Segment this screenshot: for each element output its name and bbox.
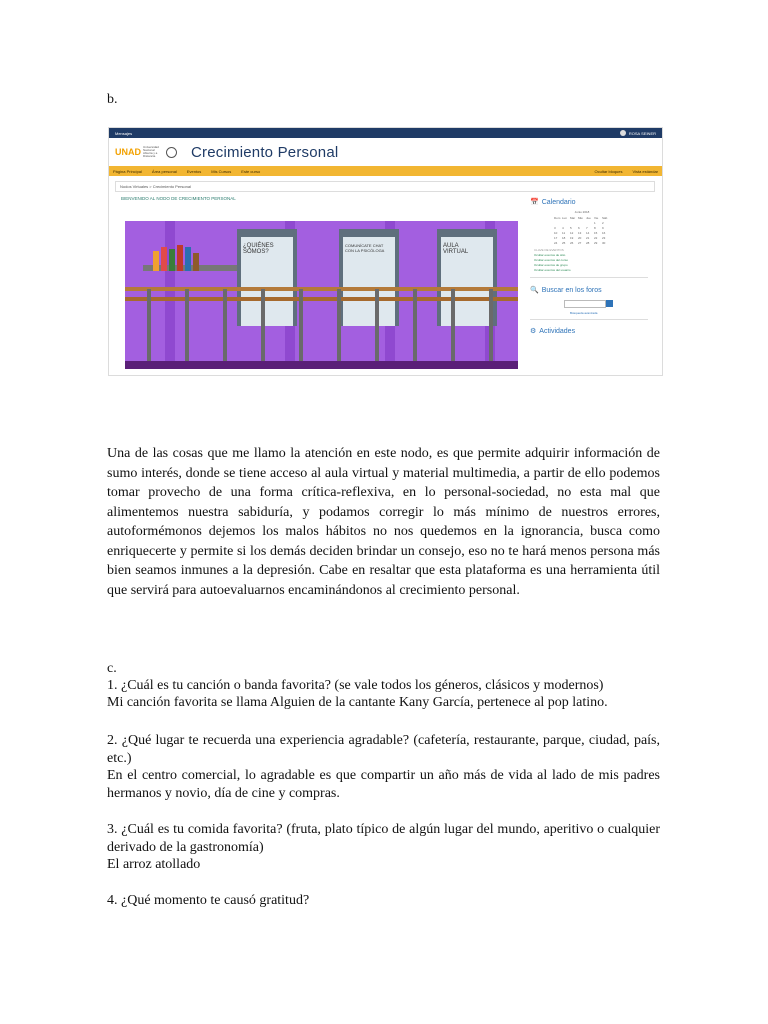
forum-search-block [530, 278, 648, 320]
rail-post [299, 289, 303, 369]
rail-post [261, 289, 265, 369]
calendar-date: 28 [586, 241, 590, 245]
door-who-we-are [237, 229, 297, 326]
forum-search-button [606, 300, 613, 307]
answer-1: Mi canción favorita se llama Alguien de la cantante Kany García, pertenece al pop latino. [107, 695, 608, 710]
banner-floor [125, 361, 518, 369]
calendar-date: 27 [578, 241, 582, 245]
nav-hide-blocks: Ocultar bloques [594, 168, 623, 174]
rail-post [337, 289, 341, 369]
book-icon [193, 253, 199, 271]
rail-post [147, 289, 151, 369]
calendar-date: 17 [554, 236, 558, 240]
answer-2: En el centro comercial, lo agradable es que compartir un año más de vida al lado de mis padres hermanos y novio, día de cine y compras. [107, 768, 660, 801]
nav-item-home: Página Principal [113, 168, 142, 174]
calendar-day-header: Jue [586, 216, 591, 220]
calendar-date: 22 [594, 236, 598, 240]
section-b-label: b. [107, 92, 118, 107]
activities-title: Actividades [539, 327, 576, 335]
calendar-day-header: Mar [570, 216, 576, 220]
question-4: 4. ¿Qué momento te causó gratitud? [107, 893, 310, 908]
calendar-date: 29 [594, 241, 598, 245]
question-3: 3. ¿Cuál es tu comida favorita? (fruta, plato típico de algún lugar del mundo, aperitivo o cualquier derivado de la gastronomía) [107, 822, 660, 855]
rail-post [413, 289, 417, 369]
calendar-day-header: Vie [594, 216, 599, 220]
event-link: Ocultar eventos de sitio [534, 253, 566, 257]
calendar-date: 18 [562, 236, 566, 240]
welcome-text: BIENVENIDO AL NODO DE CRECIMIENTO PERSONAL [121, 196, 236, 201]
calendar-date: 20 [578, 236, 582, 240]
calendar-date: 26 [570, 241, 574, 245]
calendar-date: 7 [586, 226, 588, 230]
events-key: CLAVE DE EVENTOS [534, 248, 564, 252]
door-sign-who-we-are: ¿QUIÉNES SOMOS? [243, 243, 274, 255]
calendar-month: Junio 2018 [574, 210, 590, 214]
door-sign-chat: COMUNÍCATE CHAT CON LA PSICÓLOGA [345, 243, 385, 253]
rail-post [185, 289, 189, 369]
logo-text: UNAD [115, 147, 141, 157]
rail-post [223, 289, 227, 369]
calendar-date: 8 [594, 226, 596, 230]
screenshot-topbar [109, 128, 662, 138]
book-icon [185, 247, 191, 271]
door-chat [339, 229, 399, 326]
course-banner-illustration [125, 221, 518, 369]
calendar-date: 15 [594, 231, 598, 235]
topbar-user-name: ROSA SEINER [628, 130, 656, 136]
event-link: Ocultar eventos del curso [534, 258, 569, 262]
rail-post [489, 289, 493, 369]
question-1: 1. ¿Cuál es tu canción o banda favorita? (se vale todos los géneros, clásicos y modernos) [107, 678, 604, 693]
calendar-day-header: Lun [562, 216, 568, 220]
bookshelf [143, 265, 241, 271]
advanced-search-link: Búsqueda avanzada [570, 311, 598, 315]
calendar-date: 2 [602, 221, 604, 225]
calendar-date: 10 [554, 231, 558, 235]
banner-stripe [165, 221, 175, 369]
calendar-date: 14 [586, 231, 590, 235]
forum-search-title: Buscar en los foros [541, 286, 602, 294]
calendar-day-header: Mié [578, 216, 583, 220]
railing [125, 297, 518, 301]
calendar-date [570, 221, 578, 225]
event-link: Ocultar eventos del usuario [534, 268, 571, 272]
calendar-date: 11 [562, 231, 566, 235]
calendar-date: 6 [578, 226, 580, 230]
calendar-date [562, 221, 570, 225]
forum-search-input [564, 300, 606, 308]
book-icon [169, 249, 175, 271]
calendar-date: 12 [570, 231, 574, 235]
screenshot-header [109, 138, 662, 166]
book-icon [161, 247, 167, 271]
answer-3: El arroz atollado [107, 857, 201, 872]
calendar-date [578, 221, 586, 225]
calendar-date: 30 [602, 241, 606, 245]
nav-item-this-course: Este curso [241, 168, 261, 174]
calendar-date: 5 [570, 226, 572, 230]
topbar-messages: Mensajes [115, 130, 133, 136]
screenshot-sidebar [530, 196, 648, 339]
event-link: Ocultar eventos de grupo [534, 263, 568, 267]
calendar-date: 3 [554, 226, 556, 230]
rail-post [451, 289, 455, 369]
logo-subtext: Universidad Nacional Abierta y a Distancia [143, 145, 159, 158]
book-icon [177, 245, 183, 271]
calendar-date: 1 [594, 221, 596, 225]
site-title: Crecimiento Personal [191, 143, 339, 161]
calendar-day-header: Sáb [602, 216, 608, 220]
section-c-label: c. [107, 661, 117, 676]
calendar-date [586, 221, 594, 225]
puzzle-icon: ⚙ [530, 328, 537, 335]
nav-item-dashboard: Área personal [151, 168, 177, 174]
calendar-date: 25 [562, 241, 566, 245]
calendar-icon: 📅 [530, 199, 539, 206]
nav-item-courses: Mis Cursos [211, 168, 232, 174]
calendar-day-header: Dom [554, 216, 561, 220]
calendar-date: 19 [570, 236, 574, 240]
door-sign-virtual-classroom: AULA VIRTUAL [443, 243, 469, 255]
calendar-title: Calendario [541, 198, 576, 206]
unad-logo [115, 146, 177, 158]
calendar-date: 24 [554, 241, 558, 245]
calendar-date: 21 [586, 236, 590, 240]
embedded-screenshot [108, 127, 663, 376]
nav-standard-view: Vista estándar [632, 168, 658, 174]
question-2: 2. ¿Qué lugar te recuerda una experiencia agradable? (cafetería, restaurante, parque, ciudad, país, etc.) [107, 733, 660, 766]
calendar-date: 4 [562, 226, 564, 230]
rail-post [375, 289, 379, 369]
calendar-block [530, 196, 648, 278]
seal-icon [166, 147, 177, 158]
calendar-date: 23 [602, 236, 606, 240]
avatar [620, 130, 626, 136]
paragraph-b: Una de las cosas que me llamo la atención en este nodo, es que permite adquirir información de sumo interés, donde se tiene acceso al aula virtual y material multimedia, a partir de ello podemos tomar provecho de una forma crítica-reflexiva, en lo personal-sociedad, no esta mal que alimentemos nuestra sabiduría, y podamos corregir lo más mínimo de nuestros errores, autoformémonos dejemos los malos hábitos no nos quedemos en la ignorancia, busca como enriquecerte y permite si los demás deciden brindar un consejo, eso no te hará menos persona más bien seamos inmunes a la depresión. Cabe en resaltar que esta plataforma es una herramienta útil que servirá para autoevaluarnos encaminándonos al crecimiento personal. [107, 446, 660, 598]
calendar-date: 16 [602, 231, 606, 235]
calendar-grid [554, 216, 648, 245]
calendar-date [554, 221, 562, 225]
calendar-date: 9 [602, 226, 604, 230]
door-virtual-classroom [437, 229, 497, 326]
screenshot-navbar [109, 166, 662, 176]
railing [125, 287, 518, 291]
book-icon [153, 251, 159, 271]
topbar-user [620, 130, 656, 136]
calendar-date: 13 [578, 231, 582, 235]
activities-block [530, 320, 648, 339]
nav-item-events: Eventos [186, 168, 202, 174]
breadcrumb [115, 181, 655, 192]
search-icon: 🔍 [530, 287, 539, 294]
breadcrumb-text: Nodos Virtuales > Crecimiento Personal [120, 184, 191, 189]
calendar [554, 210, 648, 245]
